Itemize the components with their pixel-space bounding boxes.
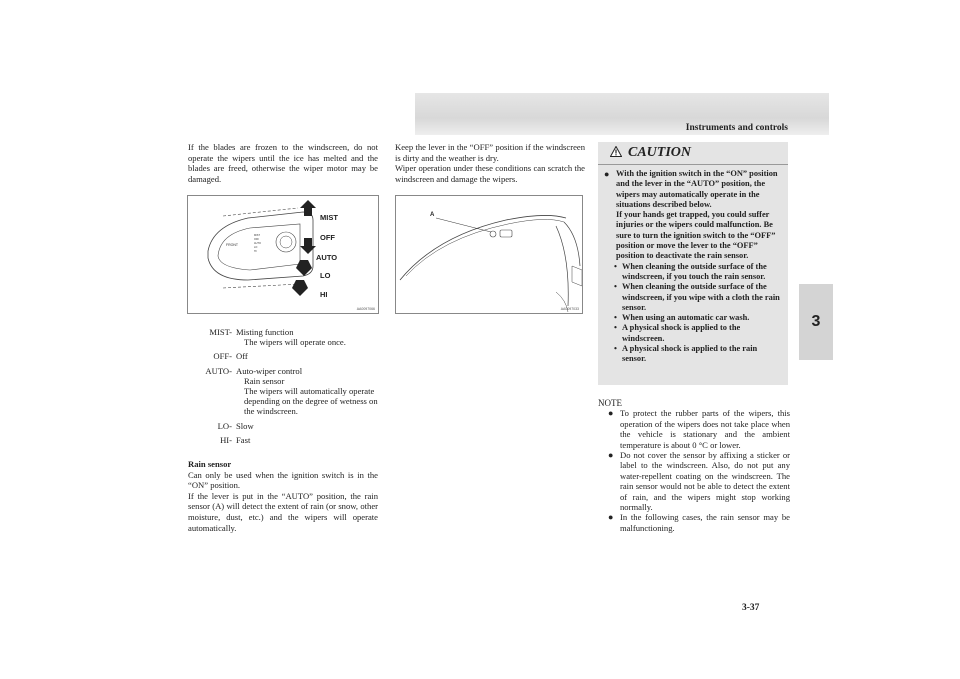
- note-text: In the following cases, the rain sensor may be malfunctioning.: [620, 512, 790, 533]
- caution-header: [598, 142, 788, 165]
- def-line: Auto-wiper control: [236, 365, 303, 376]
- note-item: [608, 408, 790, 450]
- label-hi: HI: [320, 290, 328, 299]
- bullet-icon: ●: [604, 169, 610, 179]
- lever-hi-text: HI: [254, 250, 257, 253]
- warning-triangle-icon: [610, 146, 622, 157]
- caution-sub-item: • A physical shock is applied to the rain sensor.: [604, 344, 783, 365]
- caution-box: [598, 142, 788, 385]
- note-title: NOTE: [598, 398, 622, 408]
- def-line: The wipers will automatically operate depending on the degree of wetness on the windscreen.: [244, 386, 378, 417]
- def-body: [232, 327, 346, 347]
- arrow-up-icon: [300, 200, 316, 216]
- def-line: Misting function: [236, 327, 294, 337]
- caution-title: CAUTION: [628, 145, 692, 160]
- sensor-label-a: A: [430, 212, 435, 218]
- bullet-icon: ●: [608, 512, 614, 523]
- def-line: The wipers will operate once.: [244, 337, 346, 348]
- label-auto: AUTO: [316, 253, 338, 262]
- arrow-down-icon: [292, 280, 308, 296]
- definition-mist: [188, 327, 378, 347]
- def-term: HI-: [220, 434, 232, 445]
- rain-sensor-para-1: Can only be used when the ignition switch is in the “ON” position.: [188, 469, 378, 491]
- caution-sub-text: When cleaning the outside surface of the windscreen, if you touch the rain sensor.: [622, 261, 767, 281]
- def-body: [232, 421, 254, 431]
- def-line: Slow: [236, 420, 254, 431]
- lever-front-text: FRONT: [226, 243, 239, 247]
- definition-hi: [188, 435, 378, 445]
- frozen-blades-paragraph: If the blades are frozen to the windscreen, do not operate the wipers until the ice has melted and the blades are freed, otherwise the wiper motor may be damaged.: [188, 142, 378, 184]
- caution-sub-text: When using an automatic car wash.: [622, 313, 750, 323]
- label-lo: LO: [320, 271, 331, 280]
- chapter-number: 3: [811, 313, 821, 330]
- caution-sub-text: A physical shock is applied to the rain sensor.: [622, 344, 758, 364]
- caution-body: [598, 165, 788, 365]
- definition-off: [188, 351, 378, 361]
- note-section: [598, 398, 790, 533]
- column-1: [188, 142, 378, 184]
- definition-auto: [188, 366, 378, 417]
- off-position-paragraph: Keep the lever in the “OFF” position if the windscreen is dirty and the weather is dry.: [395, 142, 585, 163]
- rain-sensor-para-2: If the lever is put in the “AUTO” position, the rain sensor (A) will detect the extent of rain (or snow, other moisture, dust, etc.) and the wipers will operate automatically.: [188, 490, 378, 533]
- caution-main-text-2: If your hands get trapped, you could suffer injuries or the wipers could malfunction. Be sure to turn the ignition switch to the “OFF” position or move the lever to the “OFF” position to deactivate the rain sensor.: [616, 210, 776, 261]
- page-number: 3-37: [742, 603, 760, 613]
- lever-off-text: OFF: [254, 238, 259, 241]
- caution-main: [604, 169, 783, 262]
- def-term: LO-: [217, 420, 232, 431]
- note-item: [608, 450, 790, 512]
- caution-sub-item: • When cleaning the outside surface of the windscreen, if you touch the rain sensor.: [604, 262, 783, 283]
- def-body: [232, 435, 250, 445]
- column-2: [395, 142, 585, 184]
- label-mist: MIST: [320, 213, 338, 222]
- scratch-warning-paragraph: Wiper operation under these conditions can scratch the windscreen and damage the wipers.: [395, 163, 585, 184]
- lever-auto-text: AUTO: [254, 242, 261, 245]
- def-line: Off: [236, 351, 248, 362]
- label-off: OFF: [320, 233, 335, 242]
- note-text: To protect the rubber parts of the wipers, this operation of the wipers does not take place when the vehicle is stationary and the ambient temperature is about 0 °C or lower.: [620, 408, 790, 450]
- def-line: Rain sensor: [244, 375, 285, 386]
- rain-sensor-shape: [500, 230, 512, 237]
- rain-sensor-figure: [395, 195, 583, 314]
- bullet-icon: ●: [608, 450, 614, 461]
- caution-sub-text: A physical shock is applied to the windscreen.: [622, 323, 741, 343]
- note-item: [608, 512, 790, 533]
- caution-sub-item: • A physical shock is applied to the windscreen.: [604, 323, 783, 344]
- wiper-lever-illustration: [188, 196, 378, 313]
- caution-main-text: With the ignition switch in the “ON” position and the lever in the “AUTO” position, the wipers may automatically operate in the situations described below.: [616, 169, 778, 209]
- caution-sub-item: • When cleaning the outside surface of the windscreen, if you wipe with a cloth the rain sensor.: [604, 282, 783, 313]
- definition-lo: [188, 421, 378, 431]
- arrow-down-icon: [300, 238, 316, 254]
- wiper-lever-figure: [187, 195, 379, 314]
- bullet-icon: ●: [608, 408, 614, 419]
- def-body: [232, 351, 248, 361]
- figure-code: AA0097066: [356, 307, 375, 311]
- rain-sensor-section: [188, 459, 378, 533]
- windscreen-illustration: [396, 196, 582, 313]
- def-term: OFF-: [213, 351, 232, 362]
- chapter-tab: [799, 284, 833, 360]
- figure-code: AA0097033: [560, 307, 579, 311]
- lever-mist-text: MIST: [254, 234, 260, 237]
- rain-sensor-heading: Rain sensor: [188, 459, 232, 469]
- def-term: AUTO-: [205, 365, 232, 376]
- def-term: MIST-: [209, 327, 232, 337]
- caution-sub-text: When cleaning the outside surface of the windscreen, if you wipe with a cloth the rain sensor.: [622, 282, 780, 312]
- note-text: Do not cover the sensor by affixing a sticker or label to the windscreen. Also, do not put any water-repellent coating on the windscreen. The rain sensor would not be able to detect the extent of rain, and the wipers might stop working normally.: [620, 450, 790, 513]
- position-definitions: [188, 327, 378, 449]
- def-line: Fast: [236, 434, 251, 445]
- def-body: [232, 366, 378, 417]
- caution-sub-item: • When using an automatic car wash.: [614, 313, 750, 323]
- lever-lo-text: LO: [254, 246, 258, 249]
- page-header-title: Instruments and controls: [685, 123, 788, 133]
